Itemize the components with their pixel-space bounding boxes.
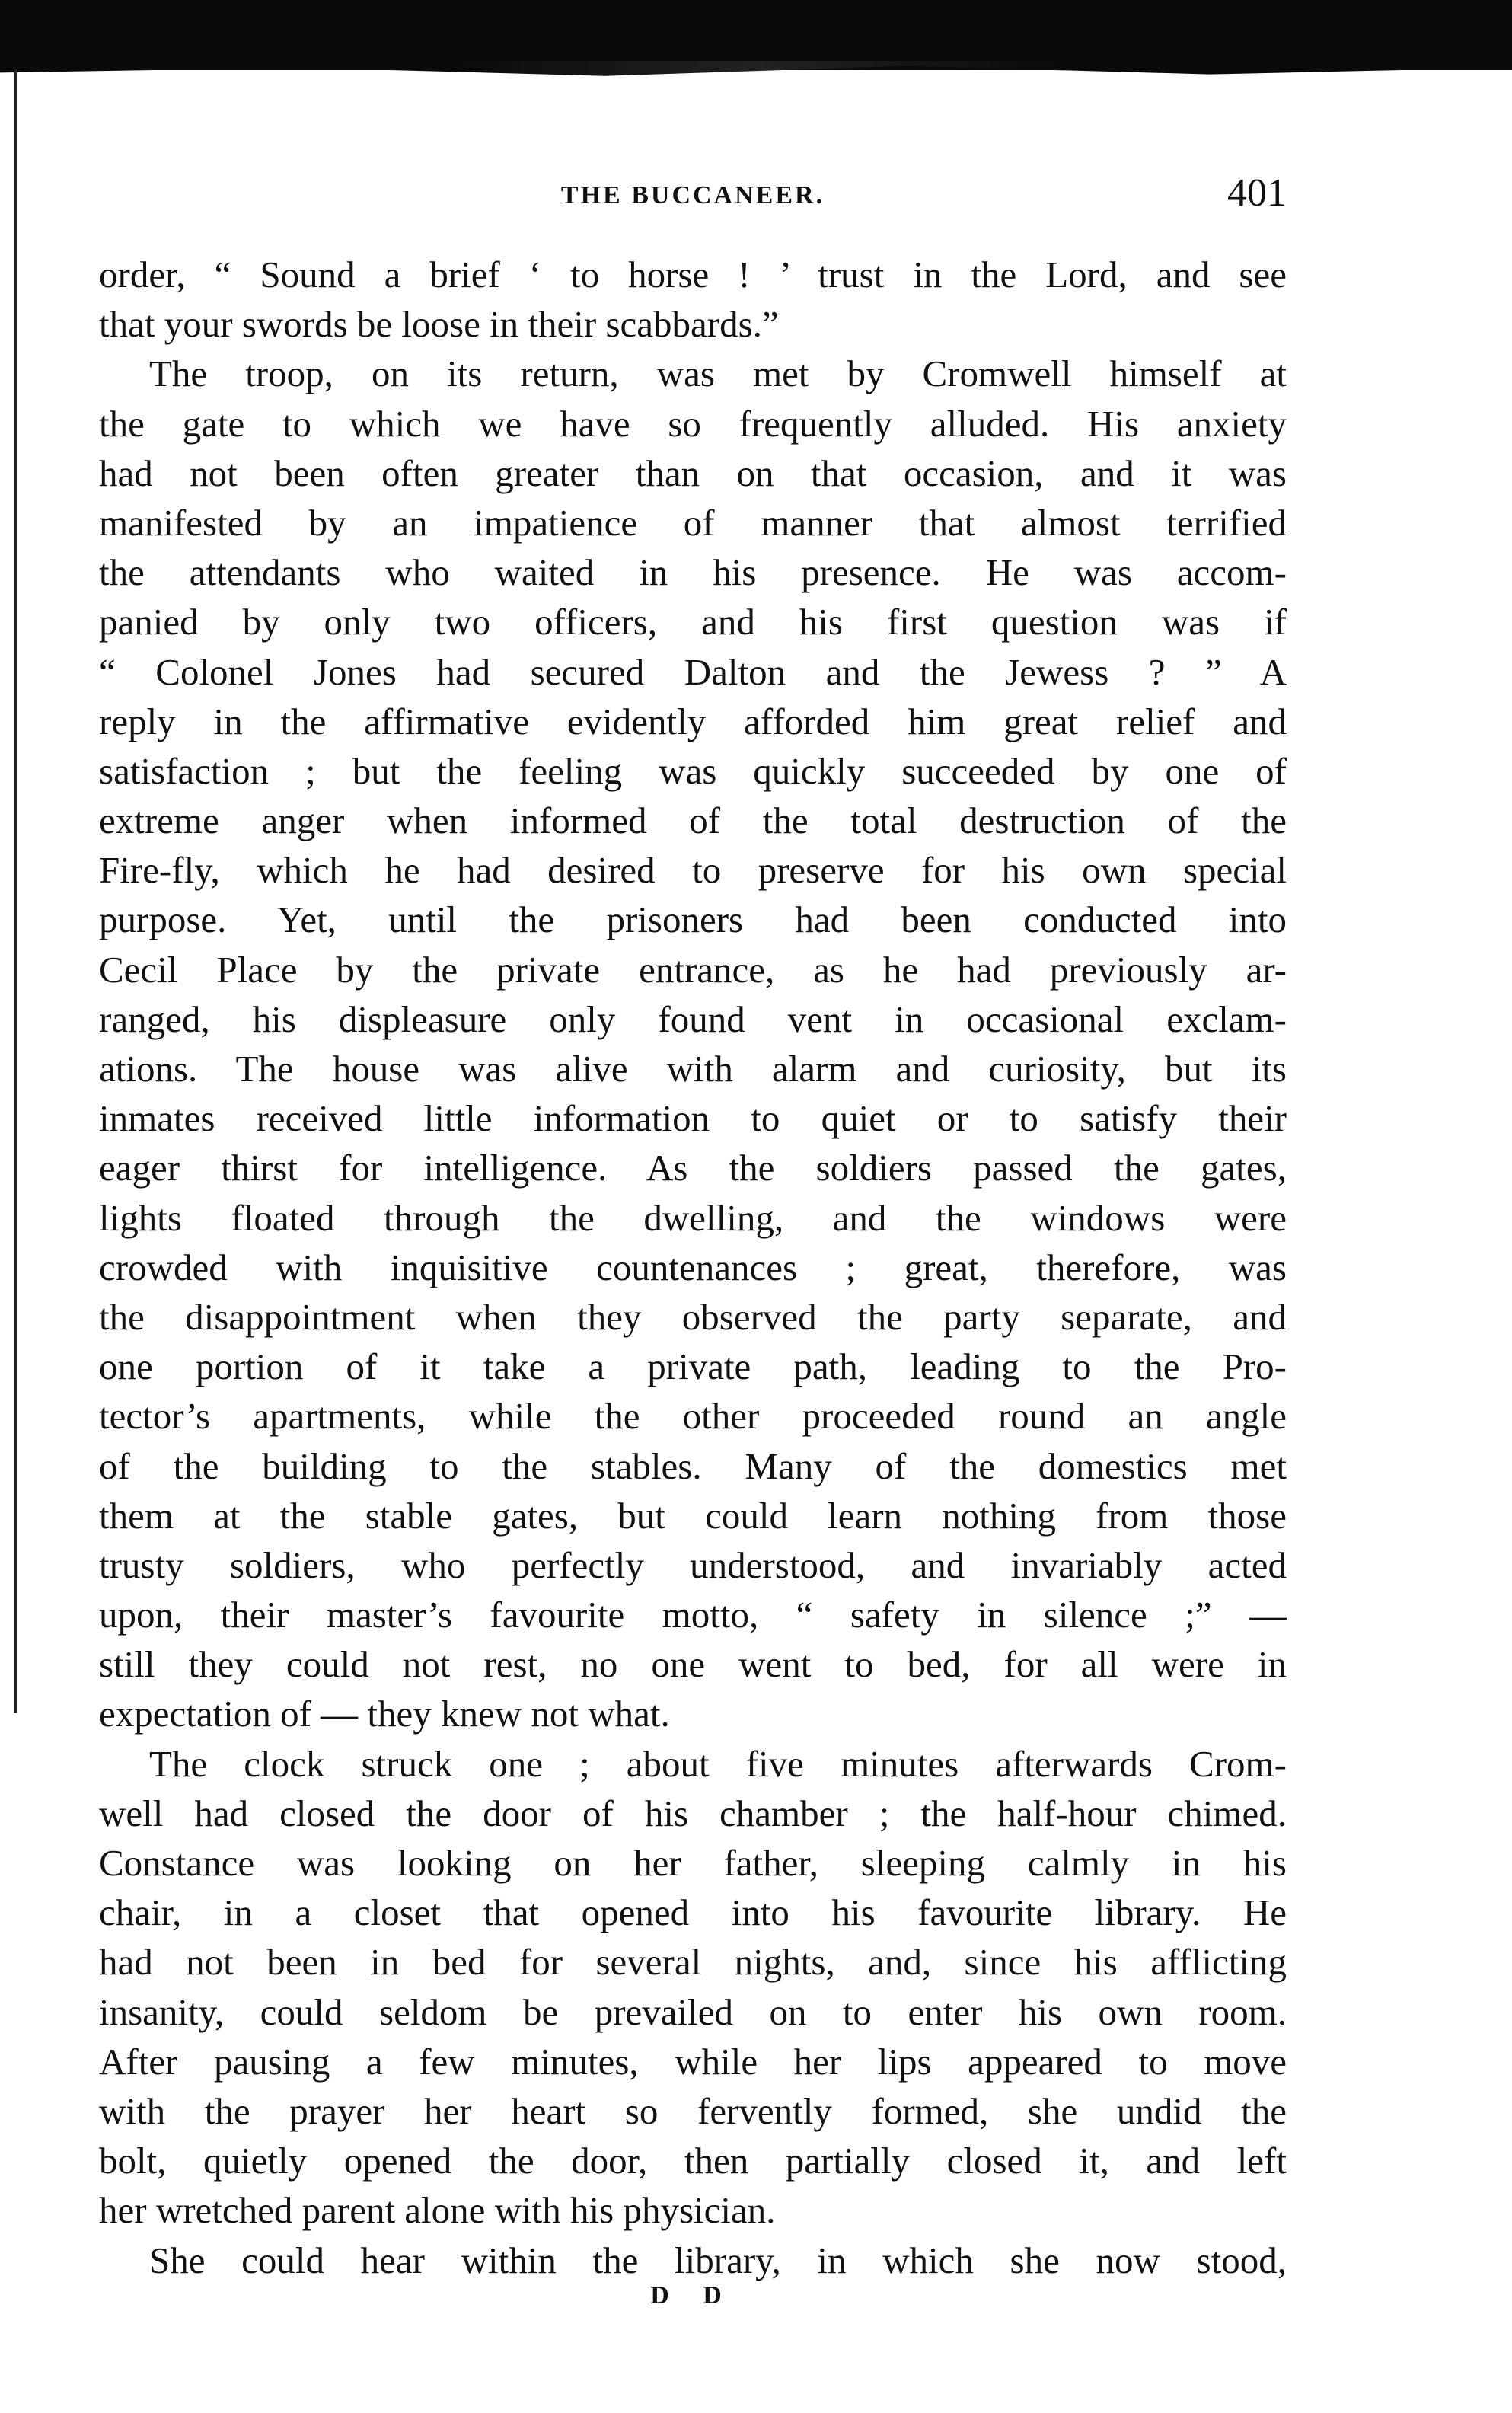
body-text [99, 250, 1287, 2285]
text-line: panied by only two officers, and his first question was if [99, 601, 1287, 643]
text-line: had not been often greater than on that occasion, and it was [99, 452, 1287, 494]
text-line: After pausing a few minutes, while her lips appeared to move [99, 2040, 1287, 2083]
text-line: the attendants who waited in his presence. He was accom- [99, 551, 1287, 594]
text-line: Cecil Place by the private entrance, as he had previously ar- [99, 948, 1287, 991]
text-line: bolt, quietly opened the door, then partially closed it, and left [99, 2140, 1287, 2182]
text-line: insanity, could seldom be prevailed on to enter his own room. [99, 1990, 1287, 2033]
text-line: She could hear within the library, in which she now stood, [149, 2239, 1287, 2281]
text-line: of the building to the stables. Many of the domestics met [99, 1444, 1287, 1487]
text-line: purpose. Yet, until the prisoners had been conducted into [99, 898, 1287, 941]
running-title: THE BUCCANEER. [560, 181, 825, 209]
page-header [99, 171, 1287, 219]
text-line: the gate to which we have so frequently alluded. His anxiety [99, 402, 1287, 445]
text-line: “ Colonel Jones had secured Dalton and the Jewess ? ” A [99, 650, 1287, 693]
text-line: had not been in bed for several nights, and, since his afflicting [99, 1941, 1287, 1984]
text-line: ranged, his displeasure only found vent in occasional exclam- [99, 997, 1287, 1040]
text-line: manifested by an impatience of manner that almost terrified [99, 501, 1287, 544]
text-line: reply in the affirmative evidently afforded him great relief and [99, 700, 1287, 742]
text-line: her wretched parent alone with his physician. [99, 2189, 776, 2232]
text-line: crowded with inquisitive countenances ; great, therefore, was [99, 1246, 1287, 1288]
text-line: the disappointment when they observed the party separate, and [99, 1295, 1287, 1338]
scan-top-edge [0, 0, 1512, 70]
page-number: 401 [1227, 171, 1287, 215]
text-line: with the prayer her heart so fervently formed, she undid the [99, 2089, 1287, 2132]
text-line: lights floated through the dwelling, and the windows were [99, 1196, 1287, 1239]
text-line: ations. The house was alive with alarm and curiosity, but its [99, 1048, 1287, 1090]
text-line: tector’s apartments, while the other proceeded round an angle [99, 1395, 1287, 1438]
text-line: them at the stable gates, but could learn nothing from those [99, 1494, 1287, 1537]
text-line: satisfaction ; but the feeling was quickly succeeded by one of [99, 749, 1287, 792]
text-line: that your swords be loose in their scabbards.” [99, 303, 779, 346]
text-line: The clock struck one ; about five minutes afterwards Crom- [149, 1742, 1287, 1785]
text-line: upon, their master’s favourite motto, “ safety in silence ;” — [99, 1594, 1287, 1636]
text-line: extreme anger when informed of the total destruction of the [99, 800, 1287, 842]
text-line: trusty soldiers, who perfectly understood, and invariably acted [99, 1543, 1287, 1586]
text-line: Constance was looking on her father, sleeping calmly in his [99, 1842, 1287, 1884]
text-line: Fire-fly, which he had desired to preserve for his own special [99, 849, 1287, 892]
scan-left-edge [14, 69, 17, 1713]
signature-mark: D D [650, 2281, 735, 2309]
text-line: eager thirst for intelligence. As the soldiers passed the gates, [99, 1147, 1287, 1189]
text-line: order, “ Sound a brief ‘ to horse ! ’ trust in the Lord, and see [99, 254, 1287, 295]
text-line: The troop, on its return, was met by Cromwell himself at [149, 353, 1287, 395]
text-line: expectation of — they knew not what. [99, 1693, 670, 1735]
text-line: one portion of it take a private path, leading to the Pro- [99, 1345, 1287, 1388]
text-line: chair, in a closet that opened into his favourite library. He [99, 1891, 1287, 1934]
text-line: still they could not rest, no one went to bed, for all were in [99, 1643, 1287, 1686]
text-line: inmates received little information to quiet or to satisfy their [99, 1097, 1287, 1140]
text-line: well had closed the door of his chamber ; the half-hour chimed. [99, 1792, 1287, 1834]
